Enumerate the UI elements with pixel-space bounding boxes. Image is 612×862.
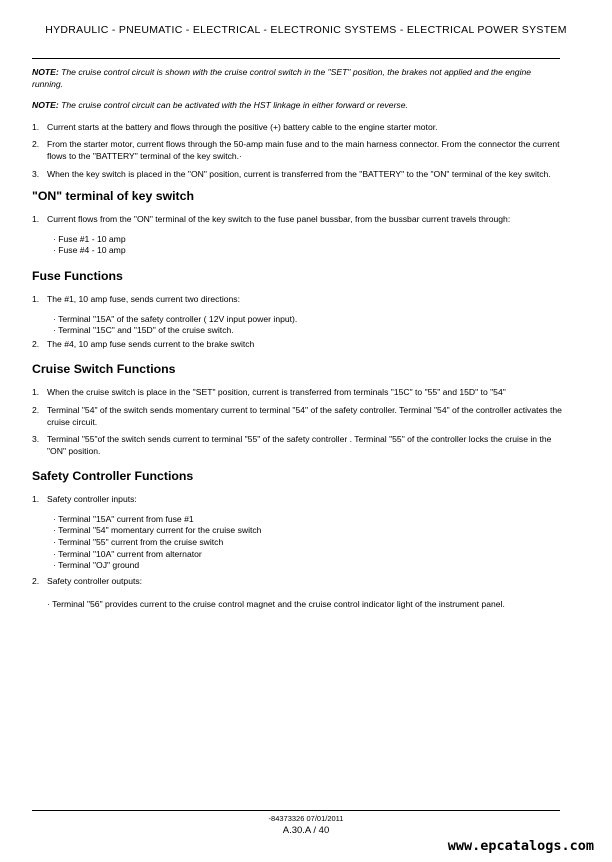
item-text: Current flows from the "ON" terminal of the key switch to the fuse panel bussbar, from the bussbar current travels through:: [47, 214, 511, 225]
item-number: 3.: [32, 434, 40, 445]
section-title-cruise-switch: Cruise Switch Functions: [32, 362, 176, 377]
item-number: 1.: [32, 494, 40, 505]
sub-item: · Terminal "55" current from the cruise switch: [53, 537, 224, 548]
list-item: [32, 139, 562, 162]
sub-item: · Terminal "OJ" ground: [53, 560, 140, 571]
item-text: The #1, 10 amp fuse, sends current two directions:: [47, 293, 240, 304]
page-content: [32, 67, 562, 611]
watermark: www.epcatalogs.com: [447, 838, 594, 854]
sub-item: · Terminal "15A" of the safety controller ( 12V input power input).: [53, 313, 298, 324]
section-title-key-switch: "ON" terminal of key switch: [32, 189, 194, 204]
footer-rule: [32, 810, 560, 811]
sub-item: · Fuse #1 - 10 amp: [53, 233, 126, 244]
item-text: Safety controller inputs:: [47, 494, 137, 505]
item-number: 2.: [32, 404, 40, 415]
outputs-text: · Terminal "56" provides current to the cruise control magnet and the cruise control indicator light of the instrument panel.: [47, 599, 505, 610]
list-item: [32, 405, 562, 428]
list-item: [32, 494, 562, 506]
list-item: [32, 214, 562, 226]
list-item: [32, 434, 562, 457]
item-text: When the key switch is placed in the "ON" position, current is transferred from the "BATTERY" to the "ON" terminal of the key switch.: [47, 168, 551, 179]
item-number: 2.: [32, 575, 40, 586]
item-text: Terminal "55"of the switch sends current to terminal "55" of the safety controller . Terminal "55" of the controller locks the cruise in the "ON" position.: [47, 434, 552, 456]
note-label: NOTE:: [32, 100, 59, 111]
item-text: From the starter motor, current flows through the 50-amp main fuse and to the main harness connector. From the connector the current flows to the "BATTERY" terminal of the key switch.·: [47, 139, 560, 161]
list-item: [32, 576, 562, 588]
item-number: 1.: [32, 121, 40, 132]
sub-item: · Fuse #4 - 10 amp: [53, 245, 126, 256]
item-number: 1.: [32, 293, 40, 304]
note-2: [32, 100, 562, 112]
document-number: -84373326 07/01/2011: [268, 814, 344, 823]
list-item: [32, 339, 562, 351]
section-title-fuse-functions: Fuse Functions: [32, 268, 123, 283]
item-text: When the cruise switch is place in the "SET" position, current is transferred from terminals "15C" to "55" and 15D" to "54": [47, 387, 506, 398]
item-text: Current starts at the battery and flows through the positive (+) battery cable to the engine starter motor.: [47, 121, 438, 132]
note-text: The cruise control circuit can be activated with the HST linkage in either forward or reverse.: [58, 100, 408, 111]
list-item: [32, 169, 562, 181]
sub-list: [53, 234, 562, 257]
item-number: 2.: [32, 338, 40, 349]
list-item: [32, 294, 562, 306]
list-item: [32, 387, 562, 399]
item-number: 2.: [32, 139, 40, 150]
sub-item: · Terminal "10A" current from alternator: [53, 548, 202, 559]
item-number: 3.: [32, 168, 40, 179]
header-rule: [32, 58, 560, 59]
item-text: The #4, 10 amp fuse sends current to the brake switch: [47, 338, 255, 349]
sub-item: · Terminal "15C" and "15D" of the cruise switch.: [53, 325, 234, 336]
note-text: The cruise control circuit is shown with the cruise control switch in the "SET" position, the brakes not applied and the engine running.: [32, 67, 532, 89]
page-number: A.30.A / 40: [282, 825, 330, 836]
list-item: [32, 122, 562, 134]
note-1: [32, 67, 562, 90]
note-label: NOTE:: [32, 67, 59, 77]
section-title-safety-controller: Safety Controller Functions: [32, 469, 194, 484]
sub-list: [53, 314, 562, 337]
item-text: Terminal "54" of the switch sends momentary current to terminal "54" of the safety controller. Terminal "54" of the controller activates the cruise circuit.: [47, 404, 562, 427]
sub-item: · Terminal "15A" current from fuse #1: [53, 513, 194, 524]
item-number: 1.: [32, 214, 40, 225]
sub-item: · Terminal "54" momentary current for the cruise switch: [53, 525, 262, 536]
item-number: 1.: [32, 387, 40, 398]
page-header: HYDRAULIC - PNEUMATIC - ELECTRICAL - ELECTRONIC SYSTEMS - ELECTRICAL POWER SYSTEM: [45, 24, 567, 36]
sub-list: [53, 514, 562, 572]
item-text: Safety controller outputs:: [47, 575, 143, 586]
